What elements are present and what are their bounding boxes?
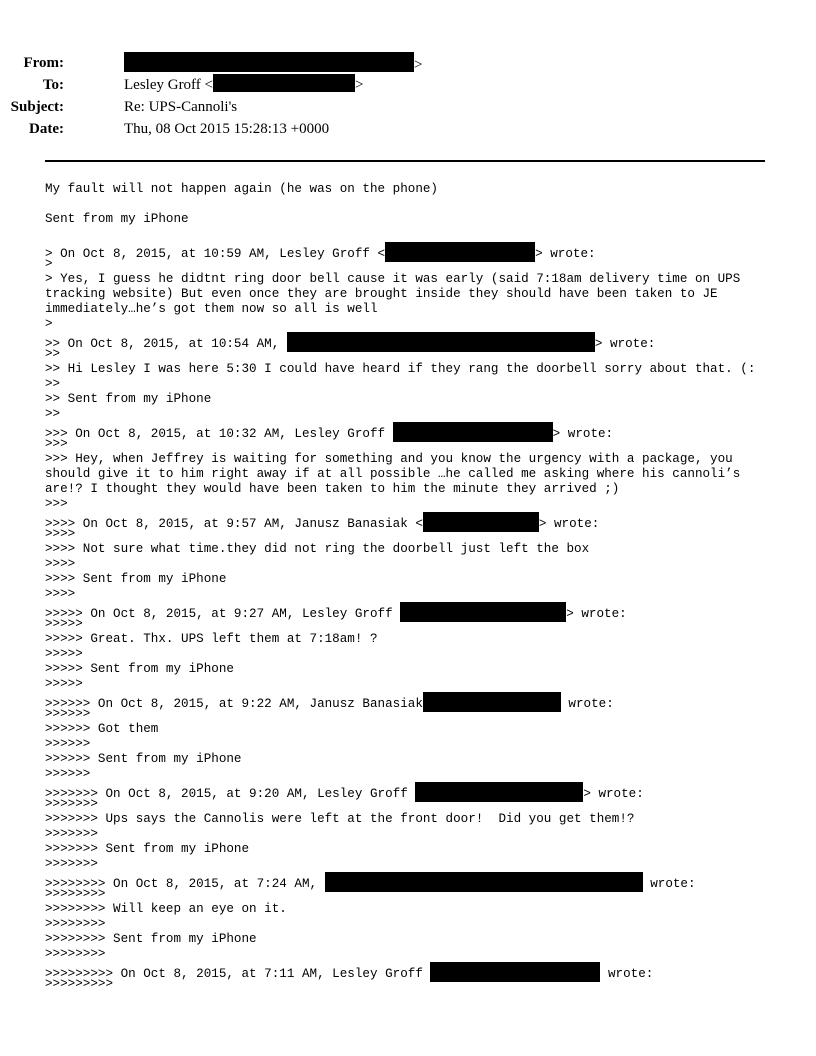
quote-message-5: >>>>> Great. Thx. UPS left them at 7:18am! ? — [45, 632, 378, 646]
quote-header-7: >>>>>>> On Oct 8, 2015, at 9:20 AM, Lesley Groff > wrote: — [45, 782, 785, 797]
body-line: Sent from my iPhone — [45, 212, 189, 226]
body-line: >>>>>>>> — [45, 887, 106, 901]
quote-message-2: >> Hi Lesley I was here 5:30 I could have heard if they rang the doorbell sorry about that. (: — [45, 362, 756, 376]
body-line: >>>>>>>> Sent from my iPhone — [45, 932, 257, 946]
body-line: >>>>>> — [45, 767, 91, 781]
to-row — [0, 74, 760, 96]
body-line: >>>>>> Sent from my iPhone — [45, 752, 242, 766]
body-line: >>>>>>> — [45, 797, 98, 811]
body-line: >> — [45, 347, 61, 361]
body-line: >>>> Sent from my iPhone — [45, 572, 227, 586]
quote-header-6: >>>>>> On Oct 8, 2015, at 9:22 AM, Janusz Banasiak wrote: — [45, 692, 785, 707]
email-body — [45, 182, 785, 992]
quote-message-4: >>>> Not sure what time.they did not ring the doorbell just left the box — [45, 542, 590, 556]
date-label: Date: — [29, 121, 64, 137]
body-line: >>>>>> — [45, 707, 91, 721]
body-line: >>>>> — [45, 677, 83, 691]
body-line: >>>> — [45, 527, 76, 541]
body-line: >> — [45, 377, 61, 391]
quote-message-1: > Yes, I guess he didtnt ring door bell cause it was early (said 7:18am delivery time on UPS tracking website) But even once they are brought inside they should have been taken to JE immediately…he’s got them now so all is well — [45, 272, 741, 316]
body-line: >>>>> — [45, 647, 83, 661]
to-label: To: — [42, 77, 64, 93]
body-line: >>> — [45, 437, 68, 451]
body-line: >>>>> — [45, 617, 83, 631]
quote-header-1: > On Oct 8, 2015, at 10:59 AM, Lesley Groff < > wrote: — [45, 242, 785, 257]
body-line: >>>>>> — [45, 737, 91, 751]
date-row — [0, 118, 760, 140]
body-line: >>>>>>>> — [45, 917, 106, 931]
body-line: >>> — [45, 497, 68, 511]
body-line: >>>>>>> — [45, 857, 98, 871]
body-line: >>>>>>> — [45, 827, 98, 841]
body-line: >>>>> Sent from my iPhone — [45, 662, 234, 676]
to-value: Lesley Groff < > — [124, 74, 363, 96]
body-line: >>>> — [45, 587, 76, 601]
subject-row — [0, 96, 760, 118]
quote-message-6: >>>>>> Got them — [45, 722, 159, 736]
from-row — [0, 52, 760, 74]
body-line: >>>> — [45, 557, 76, 571]
body-line: >>>>>>>>> — [45, 977, 114, 991]
quote-message-3: >>> Hey, when Jeffrey is waiting for something and you know the urgency with a package, you should give it to him right away if at all possible …he called me asking where his cannoli’s are!? I thought they would have been taken to him the minute they arrived ;) — [45, 452, 741, 496]
from-label: From: — [23, 55, 64, 71]
body-line: >> — [45, 407, 61, 421]
date-value: Thu, 08 Oct 2015 15:28:13 +0000 — [124, 121, 330, 137]
redaction-bar — [124, 52, 414, 72]
header-divider — [45, 160, 765, 162]
subject-value: Re: UPS-Cannoli's — [124, 99, 238, 115]
body-line: >>>>>>>> — [45, 947, 106, 961]
redaction-bar — [213, 74, 355, 92]
body-line: >>>>>>> Sent from my iPhone — [45, 842, 250, 856]
quote-header-9: >>>>>>>>> On Oct 8, 2015, at 7:11 AM, Lesley Groff wrote: — [45, 962, 785, 977]
quote-header-2: >> On Oct 8, 2015, at 10:54 AM, > wrote: — [45, 332, 785, 347]
from-value: > — [124, 52, 422, 76]
body-line: > — [45, 317, 53, 331]
body-line: >> Sent from my iPhone — [45, 392, 212, 406]
body-line: My fault will not happen again (he was on the phone) — [45, 182, 438, 196]
subject-label: Subject: — [10, 99, 64, 115]
quote-header-4: >>>> On Oct 8, 2015, at 9:57 AM, Janusz Banasiak < > wrote: — [45, 512, 785, 527]
quote-header-8: >>>>>>>> On Oct 8, 2015, at 7:24 AM, wrote: — [45, 872, 785, 887]
quote-message-8: >>>>>>>> Will keep an eye on it. — [45, 902, 287, 916]
quote-header-5: >>>>> On Oct 8, 2015, at 9:27 AM, Lesley Groff > wrote: — [45, 602, 785, 617]
quote-message-7: >>>>>>> Ups says the Cannolis were left at the front door! Did you get them!? — [45, 812, 635, 826]
quote-header-3: >>> On Oct 8, 2015, at 10:32 AM, Lesley Groff > wrote: — [45, 422, 785, 437]
body-line: > — [45, 257, 53, 271]
